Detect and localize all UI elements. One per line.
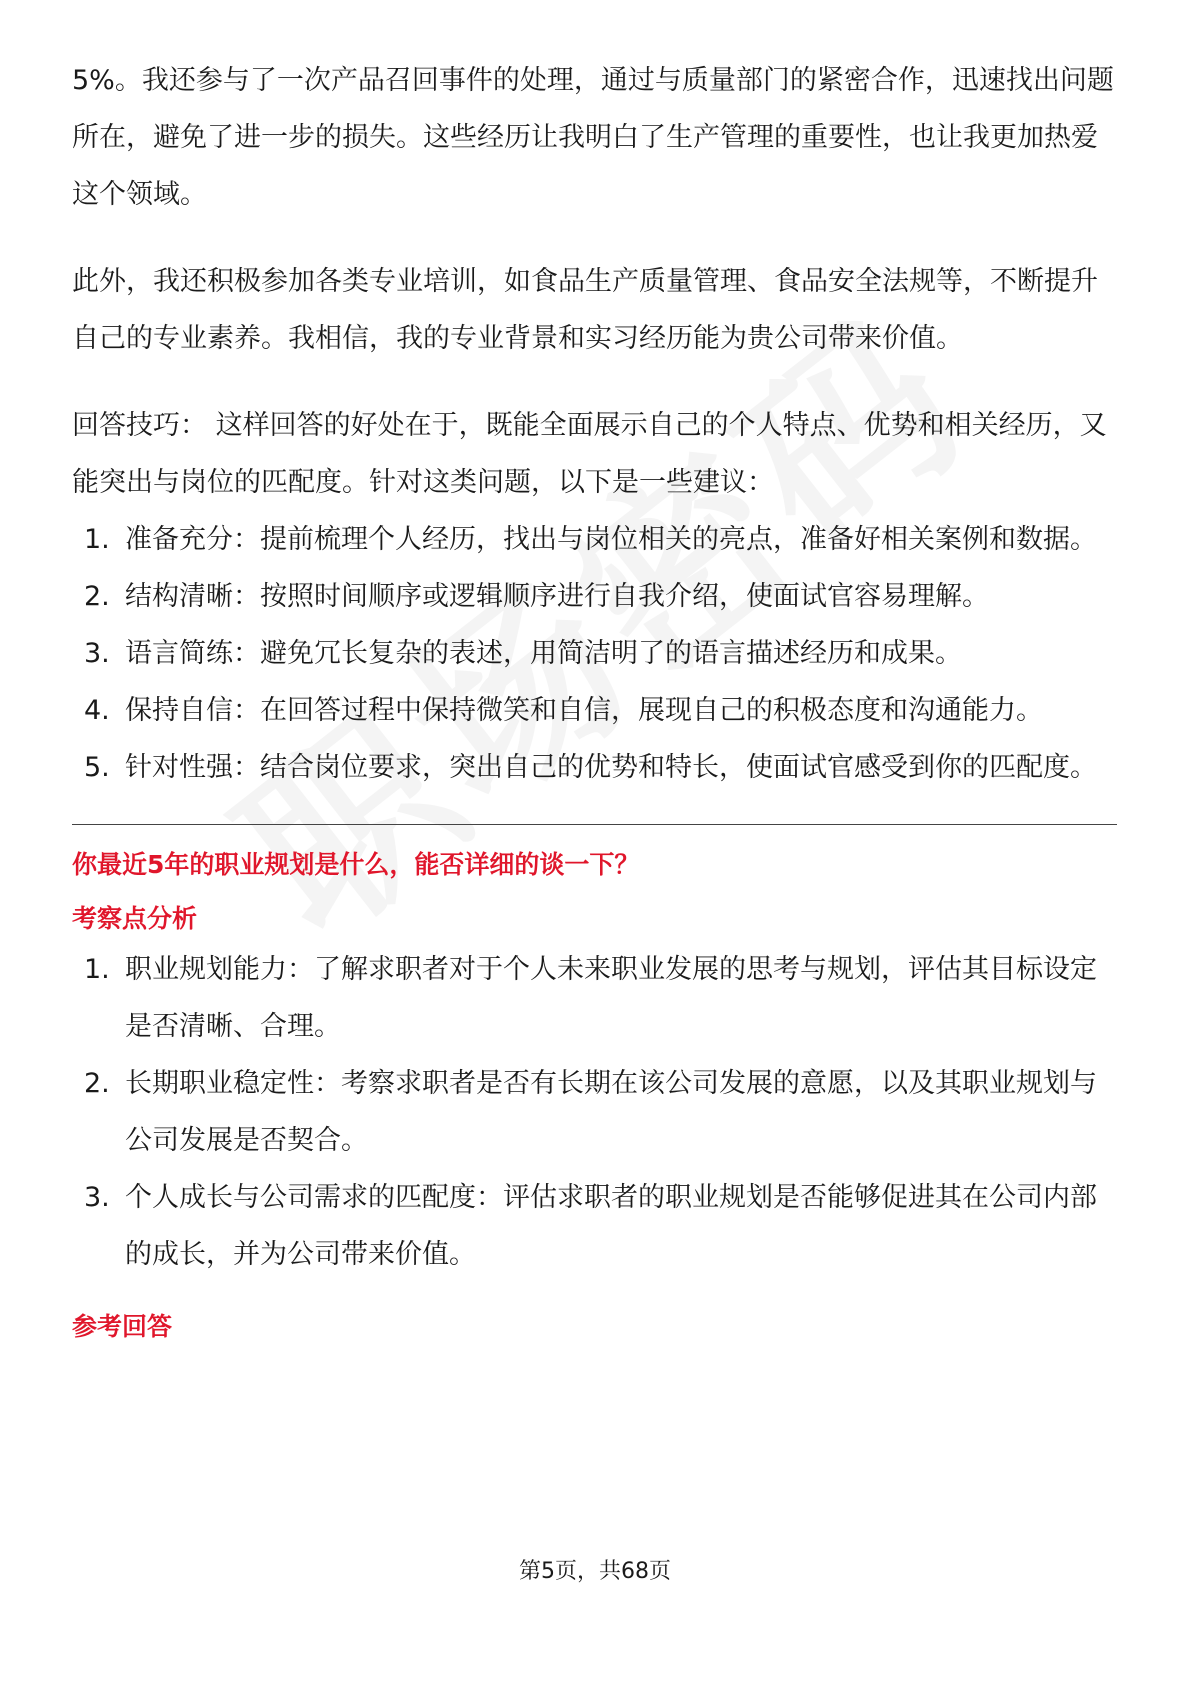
- list-item-text: 长期职业稳定性：考察求职者是否有长期在该公司发展的意愿，以及其职业规划与公司发展是否契合。: [125, 1068, 1097, 1156]
- list-item: [72, 739, 1117, 796]
- section-divider: [72, 824, 1117, 825]
- list-number: 3.: [84, 638, 110, 669]
- list-item-text: 职业规划能力：了解求职者对于个人未来职业发展的思考与规划，评估其目标设定是否清晰、合理。: [125, 954, 1097, 1042]
- list-number: 1.: [84, 954, 110, 985]
- list-item: [72, 625, 1117, 682]
- page-footer: 第5页，共68页: [519, 1559, 671, 1584]
- list-item-text: 准备充分：提前梳理个人经历，找出与岗位相关的亮点，准备好相关案例和数据。: [125, 524, 1097, 555]
- list-item-text: 针对性强：结合岗位要求，突出自己的优势和特长，使面试官感受到你的匹配度。: [125, 752, 1097, 783]
- paragraph-answer-tips: 回答技巧： 这样回答的好处在于，既能全面展示自己的个人特点、优势和相关经历，又能突出与岗位的匹配度。针对这类问题，以下是一些建议：: [72, 410, 1107, 498]
- analysis-heading: 考察点分析: [72, 904, 198, 933]
- list-number: 4.: [84, 695, 110, 726]
- analysis-list: [72, 941, 1117, 1283]
- list-number: 3.: [84, 1182, 110, 1213]
- document-page: [72, 52, 1117, 1349]
- answer-heading: 参考回答: [72, 1312, 173, 1341]
- list-number: 2.: [84, 1068, 110, 1099]
- list-number: 2.: [84, 581, 110, 612]
- tips-list: [72, 511, 1117, 796]
- list-number: 5.: [84, 752, 110, 783]
- list-item: [72, 1169, 1117, 1283]
- paragraph-experience: 5%。我还参与了一次产品召回事件的处理，通过与质量部门的紧密合作，迅速找出问题所在，避免了进一步的损失。这些经历让我明白了生产管理的重要性，也让我更加热爱这个领域。: [72, 65, 1114, 210]
- question-title: 你最近5年的职业规划是什么，能否详细的谈一下？: [72, 850, 640, 879]
- list-item: [72, 941, 1117, 1055]
- list-item: [72, 682, 1117, 739]
- list-item: [72, 568, 1117, 625]
- list-item: [72, 1055, 1117, 1169]
- list-item-text: 语言简练：避免冗长复杂的表述，用简洁明了的语言描述经历和成果。: [125, 638, 962, 669]
- list-item-text: 个人成长与公司需求的匹配度：评估求职者的职业规划是否能够促进其在公司内部的成长，并为公司带来价值。: [125, 1182, 1097, 1270]
- list-item-text: 结构清晰：按照时间顺序或逻辑顺序进行自我介绍，使面试官容易理解。: [125, 581, 989, 612]
- list-number: 1.: [84, 524, 110, 555]
- list-item: [72, 511, 1117, 568]
- list-item-text: 保持自信：在回答过程中保持微笑和自信，展现自己的积极态度和沟通能力。: [125, 695, 1043, 726]
- paragraph-training: 此外，我还积极参加各类专业培训，如食品生产质量管理、食品安全法规等，不断提升自己的专业素养。我相信，我的专业背景和实习经历能为贵公司带来价值。: [72, 266, 1098, 354]
